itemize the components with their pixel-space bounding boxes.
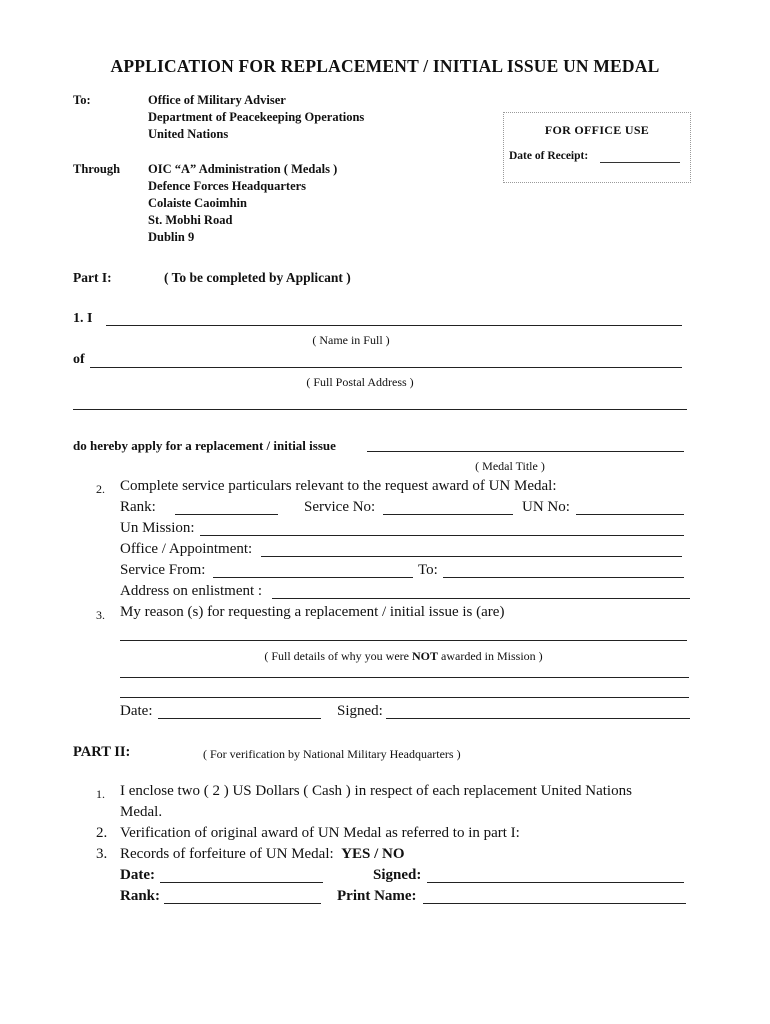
medal-caption: ( Medal Title ): [475, 459, 545, 473]
reason-field-3[interactable]: [120, 697, 689, 698]
part2-date-field[interactable]: [160, 882, 323, 883]
through-line-4: St. Mobhi Road: [148, 213, 233, 227]
service-no-label: Service No:: [304, 499, 376, 515]
name-caption: ( Name in Full ): [312, 333, 390, 347]
part2-print-name-field[interactable]: [423, 903, 686, 904]
date-of-receipt-field[interactable]: [600, 162, 680, 163]
part2-item1-cont: Medal.: [120, 804, 163, 820]
date-of-receipt-label: Date of Receipt:: [509, 150, 589, 162]
through-line-3: Colaiste Caoimhin: [148, 196, 247, 210]
service-from-field[interactable]: [213, 577, 413, 578]
part2-rank-label: Rank:: [120, 888, 161, 904]
part2-item1-text: I enclose two ( 2 ) US Dollars ( Cash ) in respect of each replacement United Nations: [120, 783, 632, 799]
yes-no-answer[interactable]: YES / NO: [341, 846, 405, 862]
through-label: Through: [73, 162, 121, 176]
part2-item1-num: 1.: [96, 787, 105, 801]
of-label: of: [73, 352, 85, 367]
un-mission-label: Un Mission:: [120, 520, 195, 536]
through-line-2: Defence Forces Headquarters: [148, 179, 307, 193]
address-caption: ( Full Postal Address ): [306, 375, 414, 389]
to-label: To:: [73, 93, 91, 107]
rank-label: Rank:: [120, 499, 156, 515]
to-line-3: United Nations: [148, 127, 229, 141]
postal-address-field-2[interactable]: [73, 409, 687, 410]
part2-signed-label: Signed:: [373, 867, 422, 883]
part2-signature-field[interactable]: [427, 882, 684, 883]
form-title: APPLICATION FOR REPLACEMENT / INITIAL ISSUE UN MEDAL: [110, 56, 660, 76]
office-use-header: FOR OFFICE USE: [544, 123, 650, 137]
to-line-2: Department of Peacekeeping Operations: [148, 110, 365, 124]
part2-rank-field[interactable]: [164, 903, 321, 904]
part2-subtitle: ( For verification by National Military Headquarters ): [203, 747, 461, 761]
item1-prefix: 1. I: [73, 311, 93, 326]
un-mission-field[interactable]: [200, 535, 684, 536]
service-to-label: To:: [418, 562, 438, 578]
item3-text: My reason (s) for requesting a replacement / initial issue is (are): [120, 604, 505, 620]
service-to-field[interactable]: [443, 577, 684, 578]
office-appointment-field[interactable]: [261, 556, 682, 557]
part1-label: Part I:: [73, 270, 112, 285]
part2-item3-num: 3.: [96, 846, 108, 862]
un-no-field[interactable]: [576, 514, 684, 515]
office-use-box: [503, 112, 691, 183]
reason-field-2[interactable]: [120, 677, 689, 678]
part2-date-label: Date:: [120, 867, 155, 883]
item3-num: 3.: [96, 608, 105, 622]
reason-caption: ( Full details of why you were NOT awarded in Mission ): [264, 649, 543, 663]
un-no-label: UN No:: [522, 499, 570, 515]
item2-num: 2.: [96, 482, 105, 496]
apply-text: do hereby apply for a replacement / initial issue: [73, 438, 336, 453]
part2-label: PART II:: [73, 744, 131, 760]
rank-field[interactable]: [175, 514, 278, 515]
part2-print-name-label: Print Name:: [337, 888, 417, 904]
postal-address-field[interactable]: [90, 367, 682, 368]
part1-signature-field[interactable]: [386, 718, 690, 719]
through-line-5: Dublin 9: [148, 230, 195, 244]
reason-field-1[interactable]: [120, 640, 687, 641]
service-no-field[interactable]: [383, 514, 513, 515]
medal-title-field[interactable]: [367, 451, 684, 452]
item2-text: Complete service particulars relevant to the request award of UN Medal:: [120, 478, 557, 494]
office-appointment-label: Office / Appointment:: [120, 541, 253, 557]
part2-item2-text: Verification of original award of UN Medal as referred to in part I:: [120, 825, 520, 841]
full-name-field[interactable]: [106, 325, 682, 326]
address-enlistment-label: Address on enlistment :: [120, 583, 263, 599]
through-line-1: OIC “A” Administration ( Medals ): [148, 162, 338, 176]
part2-item3-text: Records of forfeiture of UN Medal: YES / NO: [120, 846, 405, 862]
address-enlistment-field[interactable]: [272, 598, 690, 599]
part1-date-label: Date:: [120, 703, 153, 719]
to-line-1: Office of Military Adviser: [148, 93, 286, 107]
part1-subtitle: ( To be completed by Applicant ): [164, 270, 351, 285]
service-from-label: Service From:: [120, 562, 206, 578]
part1-date-field[interactable]: [158, 718, 321, 719]
part2-item2-num: 2.: [96, 825, 108, 841]
part1-signed-label: Signed:: [337, 703, 383, 719]
